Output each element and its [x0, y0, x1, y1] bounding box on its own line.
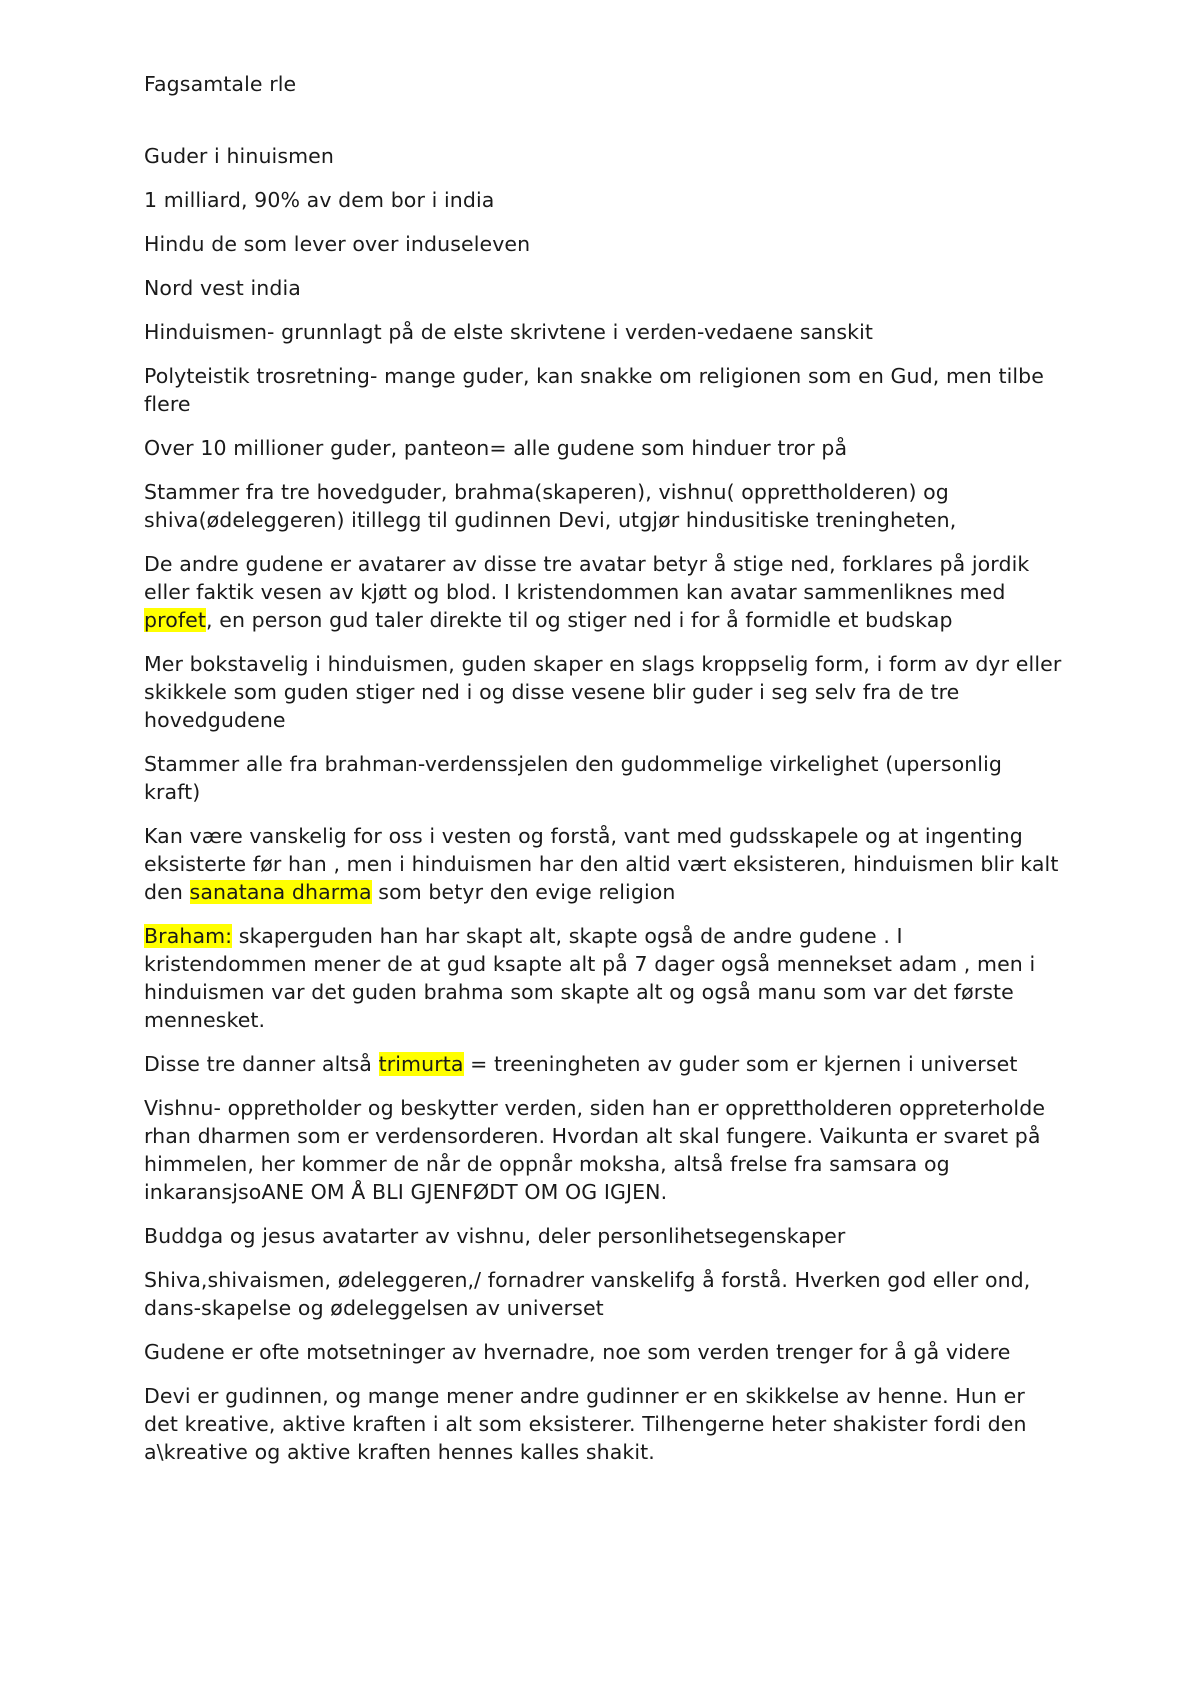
paragraph-text: skaperguden han har skapt alt, skapte også de andre gudene . I kristendommen mener de at gud ksapte alt på 7 dager også mennekset adam , men i hinduismen var det guden brahma som skapte alt og også manu som var det første mennesket.: [144, 924, 1036, 1032]
document-title: Fagsamtale rle: [144, 72, 297, 96]
paragraph-text: som betyr den evige religion: [371, 880, 676, 904]
paragraph: Polyteistik trosretning- mange guder, kan snakke om religionen som en Gud, men tilbe flere: [144, 364, 1045, 416]
highlighted-term: profet: [144, 608, 206, 632]
paragraph: [144, 1050, 1064, 1078]
paragraph: Nord vest india: [144, 276, 301, 300]
paragraph: Mer bokstavelig i hinduismen, guden skaper en slags kroppselig form, i form av dyr eller skikkele som guden stiger ned i og disse vesene blir guder i seg selv fra de tre hovedgudene: [144, 652, 1062, 732]
paragraph: 1 milliard, 90% av dem bor i india: [144, 188, 495, 212]
paragraph-text: , en person gud taler direkte til og stiger ned i for å formidle et budskap: [206, 608, 953, 632]
highlighted-term: Braham:: [144, 924, 233, 948]
paragraph-text: = treeningheten av guder som er kjernen i universet: [463, 1052, 1018, 1076]
highlighted-term: trimurta: [378, 1052, 464, 1076]
paragraph: Vishnu- oppretholder og beskytter verden, siden han er opprettholderen oppreterholde rhan dharmen som er verdensorderen. Hvordan alt skal fungere. Vaikunta er svaret på himmelen, her kommer de når de oppnår moksha, altså frelse fra samsara og inkaransjsoANE OM Å BLI GJENFØDT OM OG IGJEN.: [144, 1096, 1046, 1204]
paragraph: Hindu de som lever over induseleven: [144, 232, 531, 256]
paragraph: Stammer fra tre hovedguder, brahma(skaperen), vishnu( opprettholderen) og shiva(ødeleggeren) itillegg til gudinnen Devi, utgjør hindusitiske treningheten,: [144, 480, 957, 532]
paragraph-text: Kan være vanskelig for oss i vesten og forstå, vant med gudsskapele og at ingenting eksisterte før han , men i hinduismen har den altid vært eksisteren, hinduismen blir kalt den: [144, 824, 1059, 904]
paragraph-text: Disse tre danner altså: [144, 1052, 379, 1076]
paragraph: [144, 922, 1064, 1034]
paragraph: Shiva,shivaismen, ødeleggeren,/ fornadrer vanskelifg å forstå. Hverken god eller ond, dans-skapelse og ødeleggelsen av universet: [144, 1268, 1031, 1320]
paragraph: Guder i hinuismen: [144, 144, 334, 168]
document-body: [144, 70, 1064, 1482]
paragraph: Hinduismen- grunnlagt på de elste skrivtene i verden-vedaene sanskit: [144, 320, 874, 344]
paragraph: [144, 822, 1064, 906]
highlighted-term: sanatana dharma: [189, 880, 372, 904]
paragraph: Stammer alle fra brahman-verdenssjelen den gudommelige virkelighet (upersonlig kraft): [144, 752, 1003, 804]
paragraph: Gudene er ofte motsetninger av hvernadre, noe som verden trenger for å gå videre: [144, 1340, 1011, 1364]
paragraph: [144, 550, 1064, 634]
paragraph: Over 10 millioner guder, panteon= alle gudene som hinduer tror på: [144, 436, 848, 460]
paragraph: Buddga og jesus avatarter av vishnu, deler personlihetsegenskaper: [144, 1224, 846, 1248]
paragraph-text: De andre gudene er avatarer av disse tre avatar betyr å stige ned, forklares på jordik eller faktik vesen av kjøtt og blod. I kristendommen kan avatar sammenliknes med: [144, 552, 1030, 604]
paragraph: Devi er gudinnen, og mange mener andre gudinner er en skikkelse av henne. Hun er det kreative, aktive kraften i alt som eksisterer. Tilhengerne heter shakister fordi den a\kreative og aktive kraften hennes kalles shakit.: [144, 1384, 1027, 1464]
